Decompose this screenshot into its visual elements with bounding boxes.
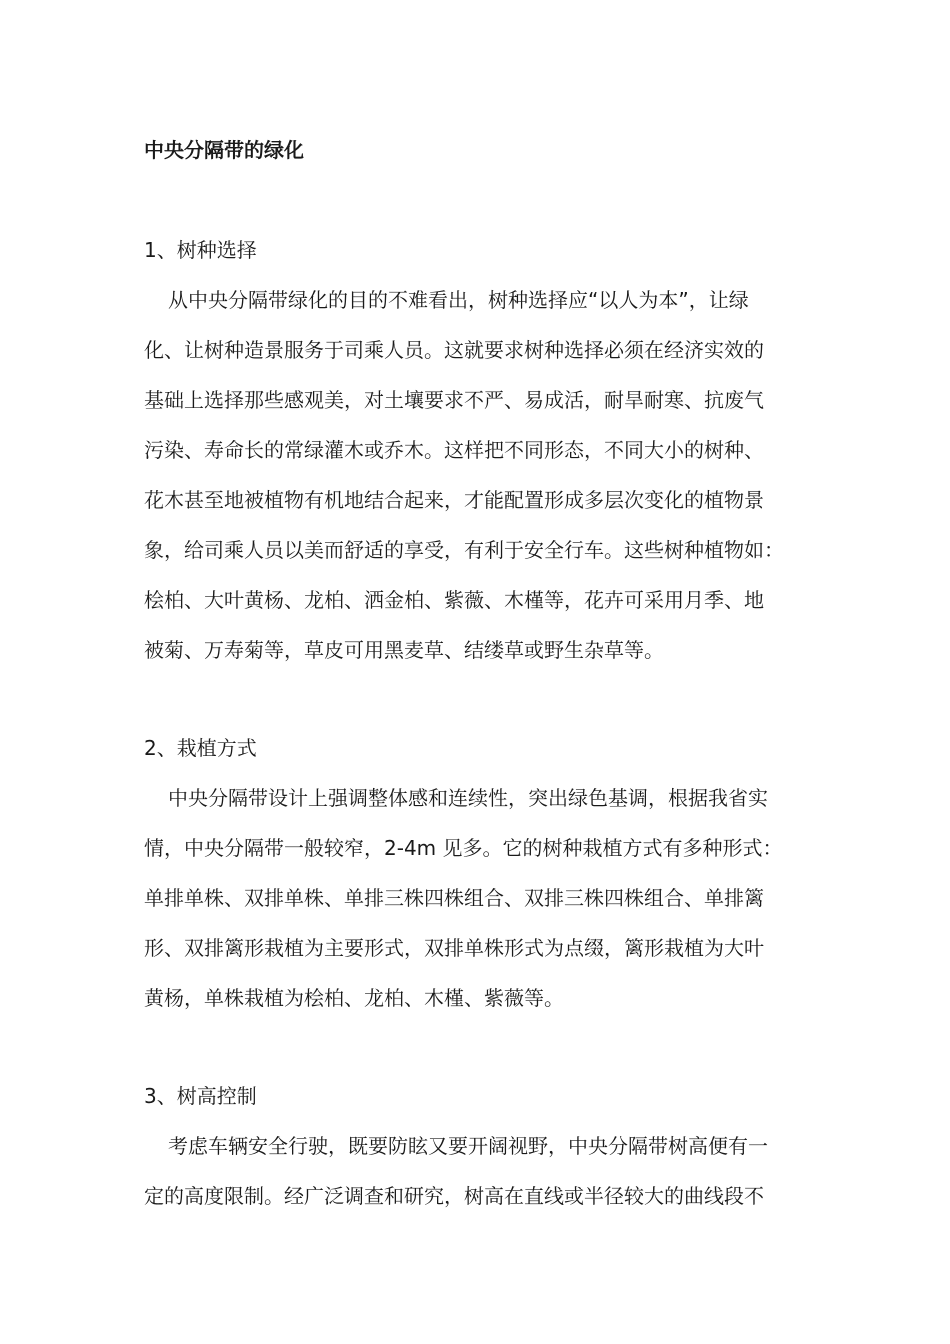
section-heading: 3、树高控制 [144, 1084, 257, 1108]
paragraph-line: 黄杨，单株栽植为桧柏、龙柏、木槿、紫薇等。 [144, 986, 564, 1010]
paragraph-line: 基础上选择那些感观美，对土壤要求不严、易成活，耐旱耐寒、抗废气 [144, 388, 764, 412]
paragraph-line: 花木甚至地被植物有机地结合起来，才能配置形成多层次变化的植物景 [144, 488, 764, 512]
paragraph-line: 化、让树种造景服务于司乘人员。这就要求树种选择必须在经济实效的 [144, 338, 764, 362]
paragraph-line: 定的高度限制。经广泛调查和研究，树高在直线或半径较大的曲线段不 [144, 1184, 764, 1208]
paragraph-line: 情，中央分隔带一般较窄，2-4m 见多。它的树种栽植方式有多种形式： [144, 836, 783, 860]
paragraph-line: 中央分隔带设计上强调整体感和连续性，突出绿色基调，根据我省实 [168, 786, 768, 810]
paragraph-line: 被菊、万寿菊等，草皮可用黑麦草、结缕草或野生杂草等。 [144, 638, 664, 662]
paragraph-line: 象，给司乘人员以美而舒适的享受，有利于安全行车。这些树种植物如： [144, 538, 784, 562]
section-heading: 1、树种选择 [144, 238, 257, 262]
paragraph-line: 桧柏、大叶黄杨、龙柏、洒金柏、紫薇、木槿等，花卉可采用月季、地 [144, 588, 764, 612]
paragraph-line: 从中央分隔带绿化的目的不难看出，树种选择应“以人为本”，让绿 [168, 288, 749, 312]
paragraph-line: 形、双排篱形栽植为主要形式，双排单株形式为点缀，篱形栽植为大叶 [144, 936, 764, 960]
document-title: 中央分隔带的绿化 [144, 138, 304, 162]
section-heading: 2、栽植方式 [144, 736, 257, 760]
paragraph-line: 考虑车辆安全行驶，既要防眩又要开阔视野，中央分隔带树高便有一 [168, 1134, 768, 1158]
paragraph-line: 污染、寿命长的常绿灌木或乔木。这样把不同形态，不同大小的树种、 [144, 438, 764, 462]
paragraph-line: 单排单株、双排单株、单排三株四株组合、双排三株四株组合、单排篱 [144, 886, 764, 910]
